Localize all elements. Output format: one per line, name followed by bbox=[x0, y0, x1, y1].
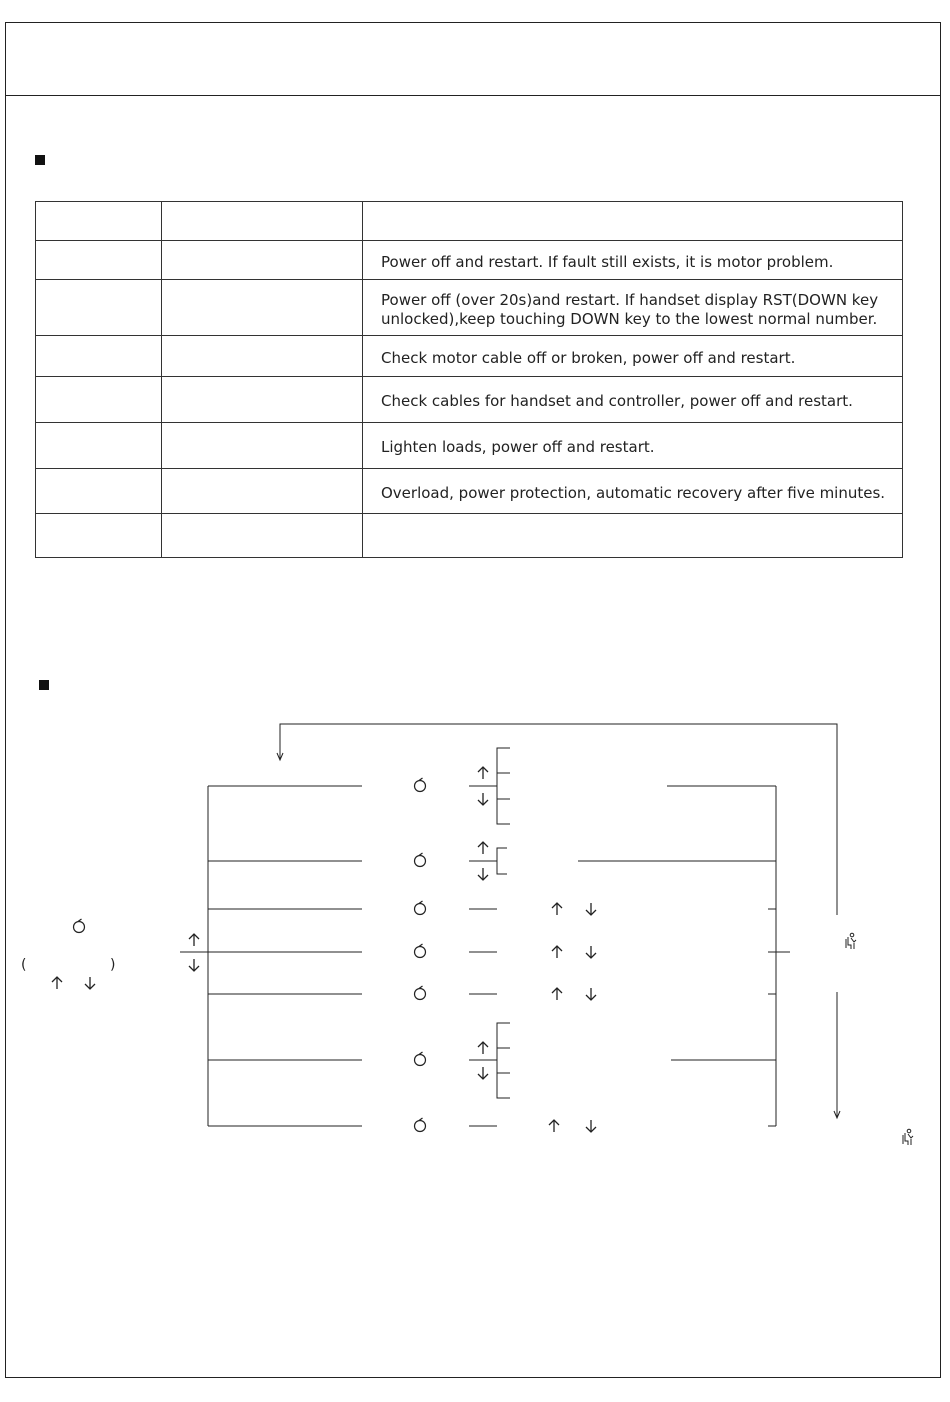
table-row bbox=[36, 241, 903, 280]
error-code-cell bbox=[36, 280, 162, 336]
down-arrow-icon bbox=[478, 868, 488, 880]
up-arrow-icon bbox=[552, 988, 562, 1000]
solution-cell bbox=[363, 514, 903, 558]
down-arrow-icon bbox=[586, 946, 596, 958]
up-arrow-icon bbox=[552, 946, 562, 958]
solution-cell: Lighten loads, power off and restart. bbox=[363, 423, 903, 469]
solution-cell: Power off and restart. If fault still exists, it is motor problem. bbox=[363, 241, 903, 280]
up-arrow-icon bbox=[478, 767, 488, 779]
set-button-icon bbox=[415, 986, 426, 1000]
header-divider bbox=[5, 95, 941, 96]
table-row bbox=[36, 423, 903, 469]
problem-cell bbox=[162, 377, 363, 423]
up-arrow-icon bbox=[552, 903, 562, 915]
down-arrow-icon bbox=[586, 903, 596, 915]
error-code-cell bbox=[36, 377, 162, 423]
solution-cell: Overload, power protection, automatic recovery after five minutes. bbox=[363, 469, 903, 514]
error-code-table bbox=[35, 201, 903, 558]
error-code-cell bbox=[36, 423, 162, 469]
standing-person-icon bbox=[846, 933, 856, 949]
problem-cell bbox=[162, 469, 363, 514]
down-arrow-icon bbox=[478, 1067, 488, 1079]
up-arrow-icon bbox=[549, 1120, 559, 1132]
problem-cell bbox=[162, 241, 363, 280]
down-arrow-icon bbox=[189, 959, 199, 971]
problem-cell bbox=[162, 336, 363, 377]
problem-cell bbox=[162, 202, 363, 241]
up-arrow-icon bbox=[478, 1042, 488, 1054]
up-arrow-icon bbox=[52, 977, 62, 989]
error-code-cell bbox=[36, 336, 162, 377]
menu-branch-3 bbox=[208, 901, 776, 915]
down-arrow-icon bbox=[85, 977, 95, 989]
menu-branch-6 bbox=[208, 1023, 776, 1098]
set-button-icon bbox=[415, 944, 426, 958]
set-button-icon bbox=[415, 1052, 426, 1066]
section-bullet-error-codes bbox=[35, 155, 45, 165]
menu-branch-7 bbox=[208, 1118, 776, 1132]
up-arrow-icon bbox=[189, 934, 199, 946]
up-arrow-icon bbox=[478, 842, 488, 854]
menu-branch-1 bbox=[208, 748, 776, 824]
return-loop-line bbox=[280, 724, 837, 915]
error-code-cell bbox=[36, 514, 162, 558]
table-row bbox=[36, 280, 903, 336]
error-code-cell bbox=[36, 241, 162, 280]
solution-cell: Power off (over 20s)and restart. If handset display RST(DOWN key unlocked),keep touching DOWN key to the lowest normal number. bbox=[363, 280, 903, 336]
menu-branch-5 bbox=[208, 986, 776, 1000]
standing-person-icon bbox=[903, 1129, 913, 1145]
entry-open-paren: ( bbox=[21, 957, 27, 973]
solution-cell: Check motor cable off or broken, power off and restart. bbox=[363, 336, 903, 377]
problem-cell bbox=[162, 514, 363, 558]
down-arrow-icon bbox=[586, 1120, 596, 1132]
settings-flow-diagram bbox=[0, 700, 950, 1180]
solution-cell bbox=[363, 202, 903, 241]
menu-branch-4 bbox=[208, 944, 790, 958]
error-code-cell bbox=[36, 469, 162, 514]
error-code-cell bbox=[36, 202, 162, 241]
menu-branch-2 bbox=[208, 842, 776, 880]
set-button-icon bbox=[74, 919, 85, 933]
down-arrow-icon bbox=[586, 988, 596, 1000]
problem-cell bbox=[162, 423, 363, 469]
set-button-icon bbox=[415, 853, 426, 867]
table-row bbox=[36, 514, 903, 558]
table-row bbox=[36, 336, 903, 377]
set-button-icon bbox=[415, 901, 426, 915]
set-button-icon bbox=[415, 1118, 426, 1132]
section-bullet-menu-settings bbox=[39, 680, 49, 690]
solution-cell: Check cables for handset and controller, power off and restart. bbox=[363, 377, 903, 423]
set-button-icon bbox=[415, 778, 426, 792]
down-arrow-icon bbox=[478, 793, 488, 805]
table-row bbox=[36, 202, 903, 241]
problem-cell bbox=[162, 280, 363, 336]
table-row bbox=[36, 469, 903, 514]
entry-close-paren: ) bbox=[110, 957, 116, 973]
table-row bbox=[36, 377, 903, 423]
